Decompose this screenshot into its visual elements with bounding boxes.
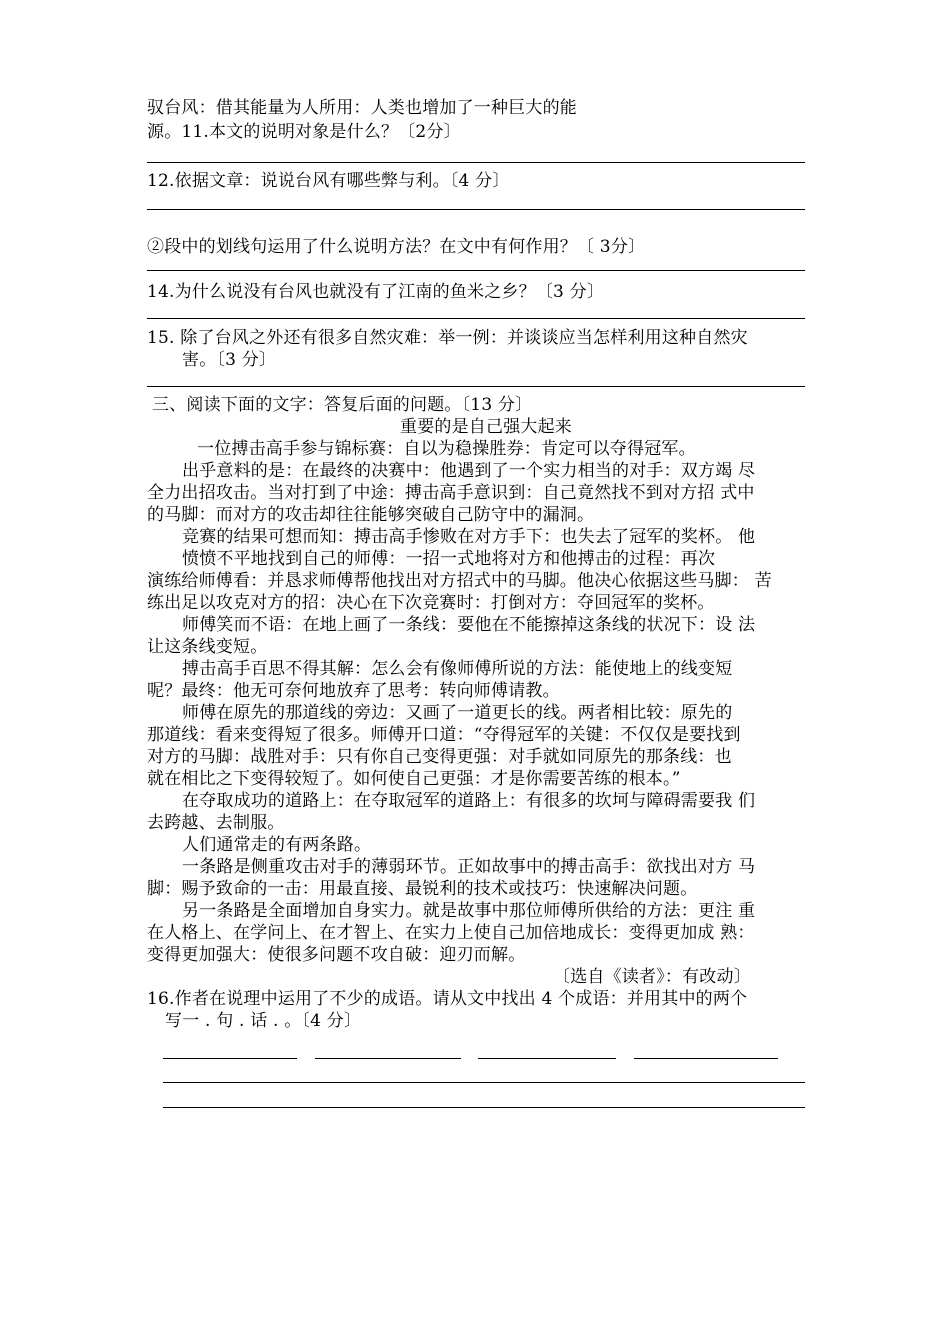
article-line: 让这条线变短。 [147,637,268,657]
sentence-line-1[interactable] [163,1082,805,1083]
answer-line-12[interactable] [147,209,805,210]
article-title: 重要的是自己强大起来 [400,417,572,437]
article-line: 对方的马脚：战胜对手：只有你自己变得更强：对手就如同原先的那条线：也 [147,747,732,767]
article-line: 变得更加强大：使很多问题不攻自破：迎刃而解。 [147,945,526,965]
answer-line-14[interactable] [147,318,805,319]
article-line: 练出足以攻克对方的招：决心在下次竞赛时：打倒对方：夺回冠军的奖杯。 [147,593,715,613]
article-line: 人们通常走的有两条路。 [182,835,372,855]
article-line: 另一条路是全面增加自身实力。就是故事中那位师傅所供给的方法：更注 重 [182,901,756,921]
question-15-cont: 害。〔3 分〕 [182,350,277,370]
question-11: 源。11.本文的说明对象是什么？〔2分〕 [147,122,461,142]
article-line: 去跨越、去制服。 [147,813,285,833]
article-line: 愤愤不平地找到自己的师傅：一招一式地将对方和他搏击的过程：再次 [182,549,716,569]
line-q10-end: 驭台风：借其能量为人所用：人类也增加了一种巨大的能 [147,98,577,118]
article-line: 那道线：看来变得短了很多。师傅开口道：“夺得冠军的关键：不仅仅是要找到 [147,725,741,745]
article-line: 出乎意料的是：在最终的决赛中：他遇到了一个实力相当的对手：双方竭 尽 [182,461,756,481]
question-12: 12.依据文章：说说台风有哪些弊与利。〔4 分〕 [147,171,510,191]
article-line: 全力出招攻击。当对打到了中途：搏击高手意识到：自己竟然找不到对方招 式中 [147,483,755,503]
sentence-line-2[interactable] [163,1107,805,1108]
article-line: 一位搏击高手参与锦标赛：自以为稳操胜券：肯定可以夺得冠军。 [197,439,696,459]
article-line: 在人格上、在学问上、在才智上、在实力上使自己加倍地成长：变得更加成 熟： [147,923,755,943]
idiom-blank-3[interactable] [478,1058,616,1059]
article-line: 一条路是侧重攻击对手的薄弱环节。正如故事中的搏击高手：欲找出对方 马 [182,857,756,877]
question-16: 16.作者在说理中运用了不少的成语。请从文中找出 4 个成语：并用其中的两个 [147,989,748,1009]
article-line: 搏击高手百思不得其解：怎么会有像师傅所说的方法：能使地上的线变短 [182,659,733,679]
question-16-cont: 写一 . 句 . 话 . 。〔4 分〕 [165,1011,362,1031]
idiom-blank-2[interactable] [315,1058,461,1059]
article-line: 竞赛的结果可想而知：搏击高手惨败在对方手下：也失去了冠军的奖杯。 他 [182,527,756,547]
source-note: 〔选自《读者》：有改动〕 [553,967,751,987]
article-line: 演练给师傅看：并恳求师傅帮他找出对方招式中的马脚。他决心依据这些马脚： 苦 [147,571,772,591]
answer-line-11[interactable] [147,162,805,163]
question-14: 14.为什么说没有台风也就没有了江南的鱼米之乡？〔3 分〕 [147,282,605,302]
article-line: 师傅笑而不语：在地上画了一条线：要他在不能擦掉这条线的状况下：设 法 [182,615,756,635]
question-15: 15. 除了台风之外还有很多自然灾难：举一例：并谈谈应当怎样利用这种自然灾 [147,328,748,348]
article-line: 在夺取成功的道路上：在夺取冠军的道路上：有很多的坎坷与障碍需要我 们 [182,791,756,811]
article-line: 的马脚：而对方的攻击却往往能够突破自己防守中的漏洞。 [147,505,595,525]
idiom-blank-4[interactable] [634,1058,778,1059]
idiom-blank-1[interactable] [163,1058,297,1059]
article-line: 呢？最终：他无可奈何地放弃了思考：转向师傅请教。 [147,681,560,701]
section-three-heading: 三、阅读下面的文字：答复后面的问题。〔13 分〕 [152,395,533,415]
article-line: 就在相比之下变得较短了。如何使自己更强：才是你需要苦练的根本。” [147,769,681,789]
answer-line-15[interactable] [147,386,805,387]
article-line: 师傅在原先的那道线的旁边：又画了一道更长的线。两者相比较：原先的 [182,703,733,723]
article-line: 脚：赐予致命的一击：用最直接、最锐利的技术或技巧：快速解决问题。 [147,879,698,899]
answer-line-13[interactable] [147,270,805,271]
question-13: ②段中的划线句运用了什么说明方法？在文中有何作用？〔 3分〕 [147,237,646,257]
